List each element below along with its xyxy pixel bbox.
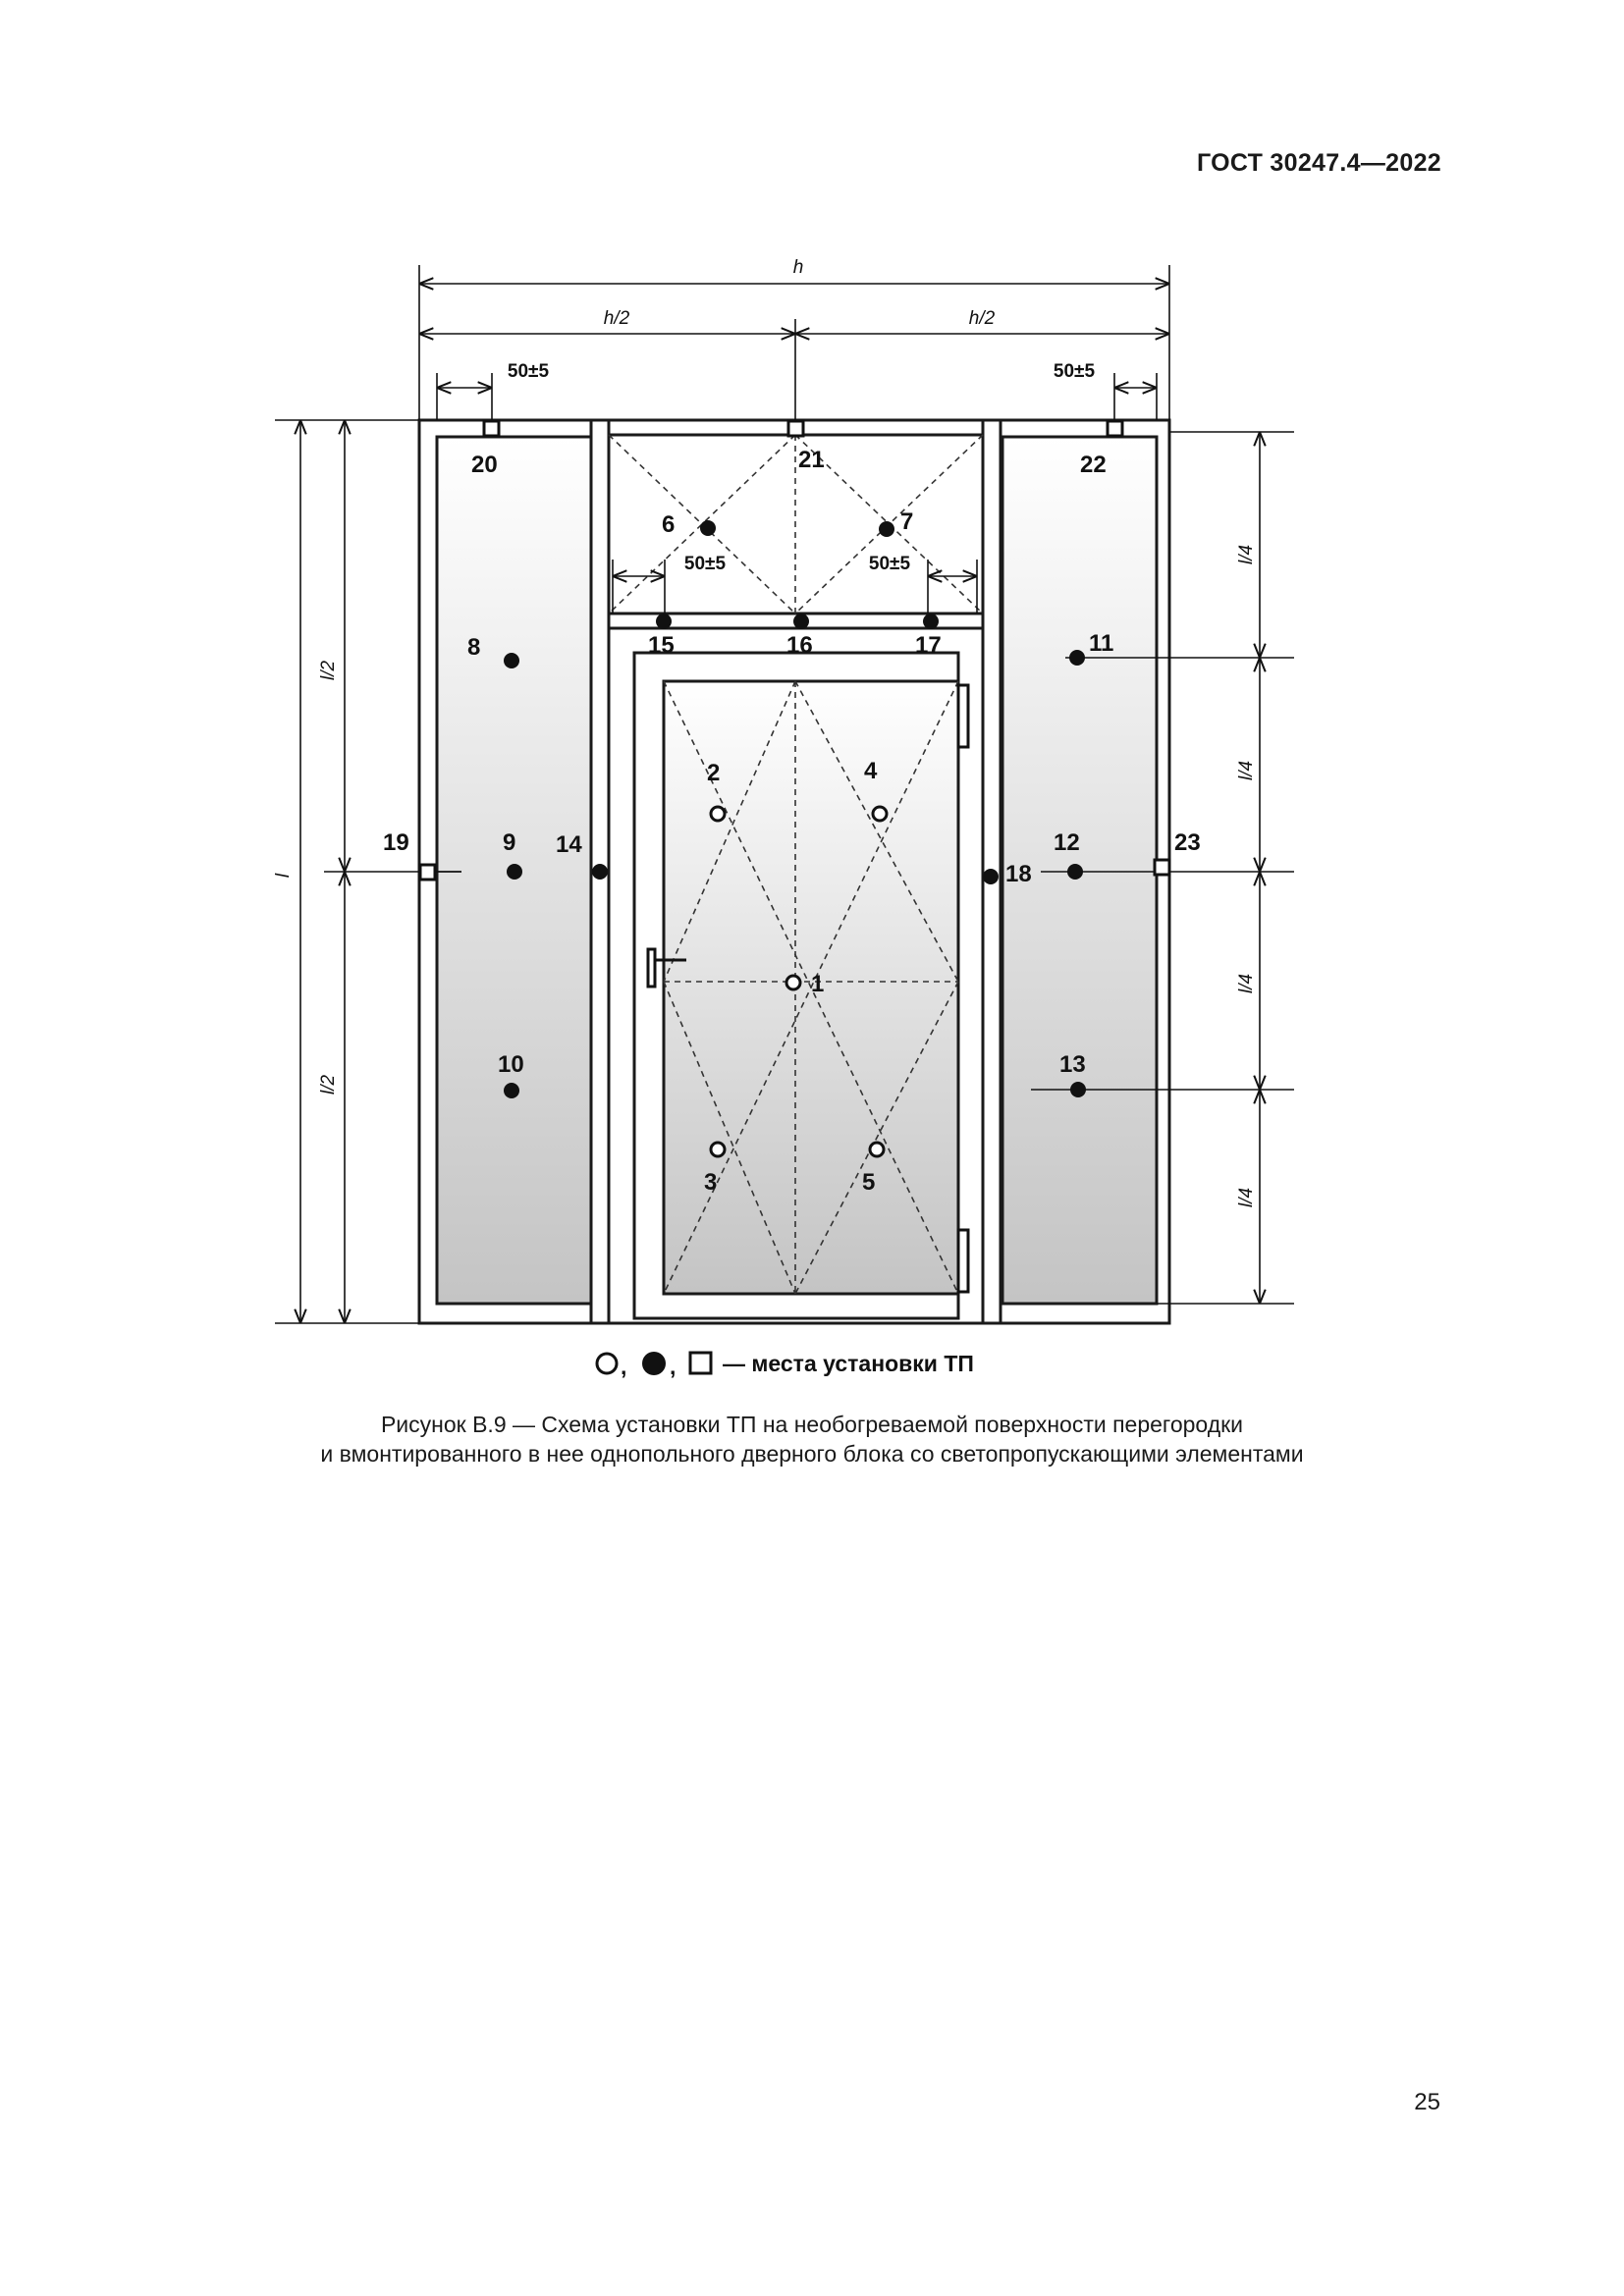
legend-text: — места установки ТП	[723, 1351, 974, 1376]
point-label-17: 17	[915, 632, 942, 659]
point-label-11: 11	[1089, 630, 1114, 657]
legend-square	[690, 1353, 711, 1373]
dim-l-quarter-2: l/4	[1236, 760, 1257, 781]
legend-open-circle	[597, 1354, 617, 1373]
point-label-16: 16	[786, 632, 813, 659]
point-marker-19	[420, 865, 435, 880]
point-label-2: 2	[707, 760, 721, 786]
dim-l-quarter-4: l/4	[1236, 1187, 1257, 1208]
dim-l-half-lower: l/2	[318, 1074, 339, 1095]
point-marker-7	[879, 521, 894, 537]
point-marker-14	[592, 864, 608, 880]
point-marker-11	[1069, 650, 1085, 666]
point-marker-22	[1108, 421, 1122, 436]
point-marker-21	[788, 421, 803, 436]
dim-h-half-right: h/2	[968, 308, 996, 329]
figure-legend	[597, 1351, 974, 1379]
point-label-20: 20	[471, 452, 498, 478]
legend-filled-dot	[642, 1352, 666, 1375]
point-marker-3	[711, 1143, 725, 1156]
point-marker-2	[711, 807, 725, 821]
point-label-8: 8	[467, 634, 481, 661]
point-marker-1	[786, 976, 800, 989]
point-label-14: 14	[556, 831, 582, 858]
point-label-13: 13	[1059, 1051, 1086, 1078]
point-marker-20	[484, 421, 499, 436]
figure-caption-line-1: Рисунок В.9 — Схема установки ТП на необогреваемой поверхности перегородки	[380, 1412, 1244, 1437]
point-marker-8	[504, 653, 519, 668]
dim-offset-transom-left: 50±5	[683, 554, 727, 574]
point-label-15: 15	[648, 632, 675, 659]
point-marker-10	[504, 1083, 519, 1098]
point-label-5: 5	[862, 1169, 876, 1196]
point-label-7: 7	[900, 508, 914, 535]
figure-caption-line-2: и вмонтированного в нее однопольного дверного блока со светопропускающими элементами	[320, 1441, 1304, 1467]
dim-h: h	[792, 257, 804, 278]
point-label-21: 21	[798, 447, 825, 473]
standard-code: ГОСТ 30247.4—2022	[1196, 149, 1441, 177]
point-marker-6	[700, 520, 716, 536]
point-label-23: 23	[1174, 829, 1201, 856]
point-label-12: 12	[1054, 829, 1080, 856]
legend-separator-2: ,	[670, 1354, 677, 1379]
point-marker-9	[507, 864, 522, 880]
dim-l-quarter-3: l/4	[1236, 973, 1257, 994]
dim-l-half-upper: l/2	[318, 660, 339, 681]
dim-h-half-left: h/2	[603, 308, 630, 329]
point-label-6: 6	[662, 511, 676, 538]
point-marker-16	[793, 614, 809, 629]
point-label-10: 10	[498, 1051, 524, 1078]
dim-l-quarter-1: l/4	[1236, 544, 1257, 565]
point-marker-13	[1070, 1082, 1086, 1097]
point-marker-17	[923, 614, 939, 629]
point-marker-5	[870, 1143, 884, 1156]
point-marker-18	[983, 869, 999, 884]
point-label-22: 22	[1080, 452, 1107, 478]
page-number: 25	[1414, 2089, 1440, 2115]
point-marker-23	[1155, 860, 1169, 875]
point-label-1: 1	[811, 971, 825, 997]
lower-hinge	[958, 1230, 968, 1292]
point-label-3: 3	[704, 1169, 718, 1196]
point-label-18: 18	[1005, 861, 1032, 887]
dim-offset-top-left: 50±5	[507, 361, 550, 382]
point-marker-15	[656, 614, 672, 629]
dim-l: l	[273, 873, 294, 879]
point-marker-12	[1067, 864, 1083, 880]
dim-offset-top-right: 50±5	[1053, 361, 1096, 382]
legend-separator-1: ,	[621, 1354, 627, 1379]
point-label-4: 4	[864, 758, 878, 784]
point-label-19: 19	[383, 829, 409, 856]
point-marker-4	[873, 807, 887, 821]
dim-offset-transom-right: 50±5	[868, 554, 911, 574]
point-label-9: 9	[503, 829, 516, 856]
upper-hinge	[958, 685, 968, 747]
